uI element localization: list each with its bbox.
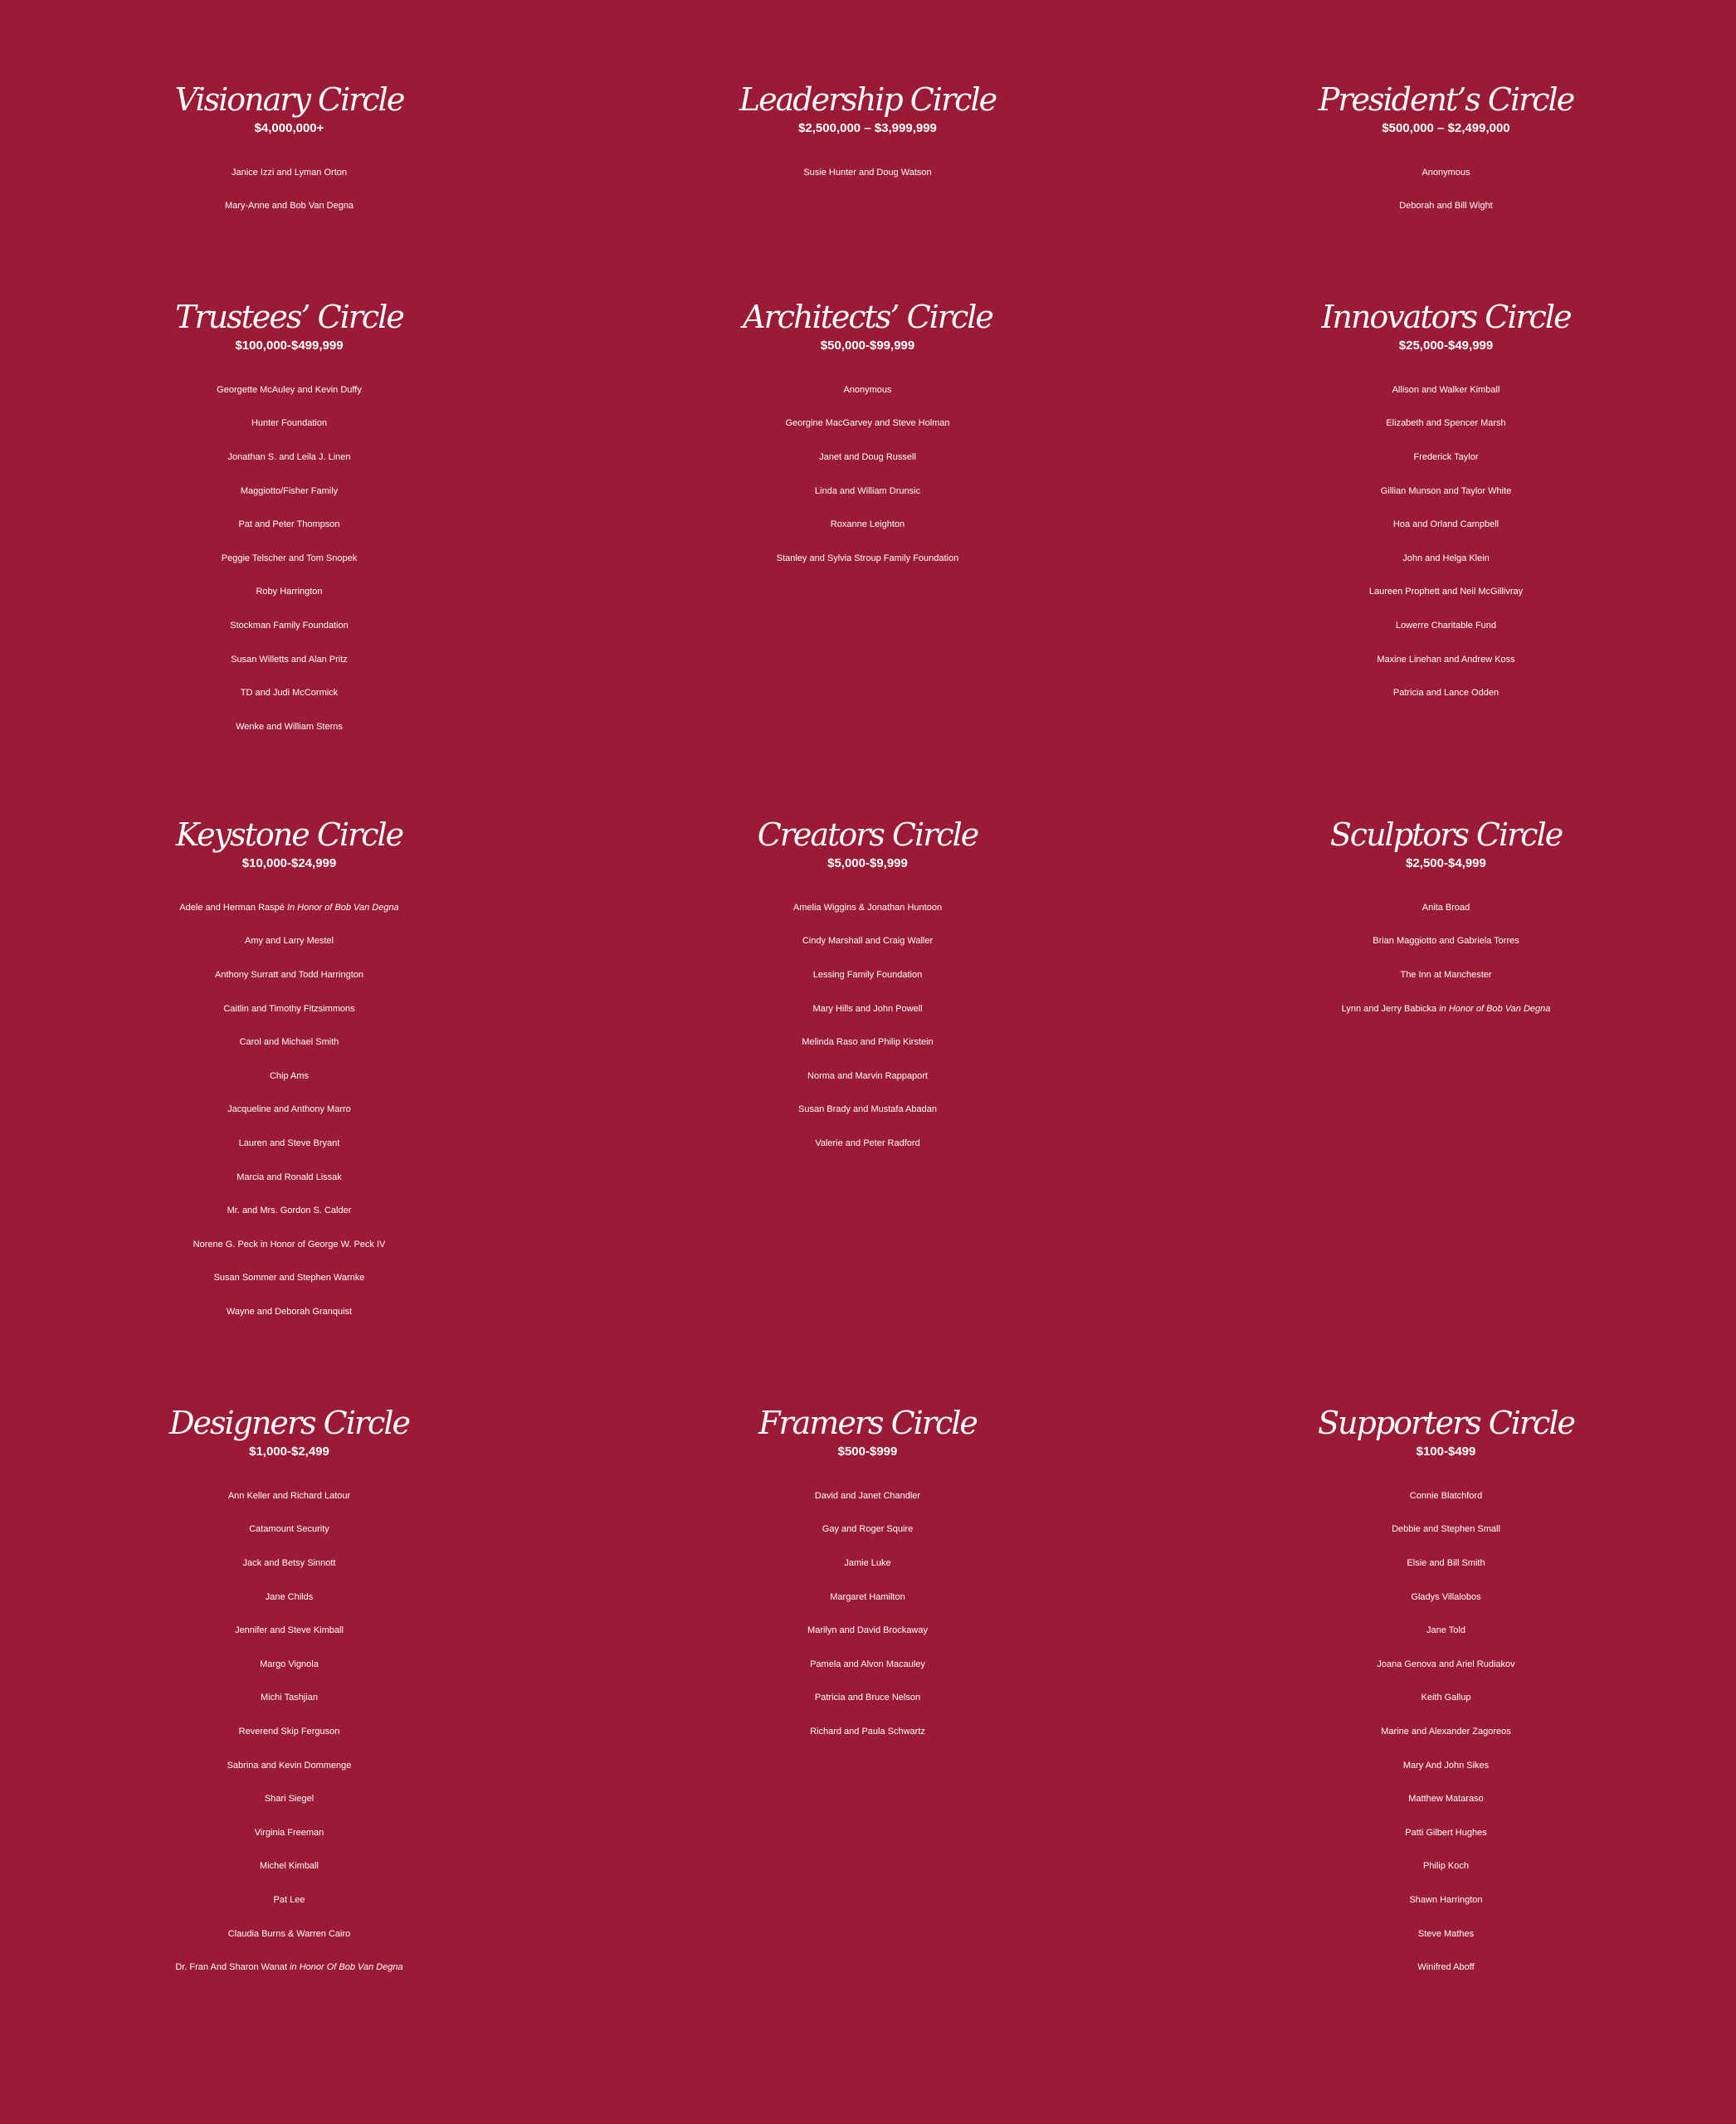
donor-name: Georgette McAuley and Kevin Duffy (217, 384, 362, 395)
donor-name: Brian Maggiotto and Gabriela Torres (1373, 936, 1519, 947)
donor-name: Stanley and Sylvia Stroup Family Foundation (776, 553, 959, 563)
donor-name: Georgine MacGarvey and Steve Holman (785, 418, 950, 429)
donor-name: Gladys Villalobos (1411, 1591, 1481, 1602)
circle-title: Trustees’ Circle (175, 299, 403, 335)
donor-entry (0, 1261, 578, 1295)
donor-name: Jonathan S. and Leila J. Linen (227, 451, 351, 462)
donor-name: Connie Blatchford (1409, 1490, 1483, 1501)
donor-entry (1157, 643, 1735, 677)
circle-framers (578, 1406, 1157, 1749)
donor-entry (578, 1479, 1157, 1513)
donor-entry (0, 609, 578, 643)
circle-title: Sculptors Circle (1329, 816, 1563, 853)
circle-gift-range: $4,000,000+ (254, 120, 324, 135)
circle-title: Innovators Circle (1321, 299, 1571, 335)
donor-entry (0, 958, 578, 992)
donor-entry (1157, 958, 1735, 992)
donor-name: Amelia Wiggins & Jonathan Huntoon (792, 902, 943, 913)
circle-gift-range: $2,500,000 – $3,999,999 (798, 120, 937, 135)
donor-name: Philip Koch (1422, 1861, 1470, 1872)
donor-name: Lynn and Jerry Babicka (1341, 1003, 1437, 1014)
donor-name: Wenke and William Sterns (236, 721, 343, 732)
donor-entry (0, 407, 578, 441)
donor-entry (1157, 373, 1735, 407)
donor-name: TD and Judi McCormick (240, 688, 339, 699)
donor-name: Janet and Doug Russell (819, 451, 916, 462)
donor-entry (0, 475, 578, 509)
donor-entry (0, 441, 578, 475)
donor-entry (0, 1816, 578, 1850)
donor-name: Susan Brady and Mustafa Abadan (798, 1104, 937, 1115)
donor-name: Michi Tashjian (261, 1693, 318, 1703)
donor-entry (0, 1513, 578, 1547)
donor-entry (578, 407, 1157, 441)
donor-name: Hoa and Orland Campbell (1392, 519, 1499, 530)
donor-entry (0, 508, 578, 542)
donor-entry (0, 924, 578, 958)
donor-name: Chip Ams (269, 1070, 310, 1081)
donor-list (578, 1479, 1157, 1749)
donor-entry (1157, 189, 1735, 223)
circle-gift-range: $25,000-$49,999 (1398, 338, 1494, 353)
circle-leadership (578, 83, 1157, 189)
donor-name: Norene G. Peck in Honor of George W. Peck IV (193, 1239, 386, 1250)
donor-entry (578, 924, 1157, 958)
donor-entry (0, 1127, 578, 1161)
donor-entry (0, 1025, 578, 1060)
donor-name: Jane Childs (265, 1591, 314, 1602)
donor-entry (1157, 1782, 1735, 1816)
donor-entry (1157, 407, 1735, 441)
donor-entry (1157, 542, 1735, 576)
circle-trustees (0, 300, 578, 743)
donor-entry (578, 1127, 1157, 1161)
donor-name: Catamount Security (249, 1524, 329, 1535)
donor-entry (0, 992, 578, 1026)
circle-title: Creators Circle (757, 816, 978, 853)
donor-entry (0, 1614, 578, 1648)
donor-entry (1157, 1648, 1735, 1682)
donor-entry (1157, 924, 1735, 958)
donor-name: Joana Genova and Ariel Rudiakov (1377, 1659, 1515, 1669)
donor-entry (578, 156, 1157, 190)
donor-entry (1157, 1883, 1735, 1917)
donor-entry (578, 1715, 1157, 1749)
circle-supporters (1157, 1406, 1735, 1985)
circle-gift-range: $2,500-$4,999 (1406, 855, 1486, 870)
donor-entry (0, 1648, 578, 1682)
donor-name: Margaret Hamilton (830, 1591, 905, 1602)
donor-name: Ann Keller and Richard Latour (227, 1490, 351, 1501)
donor-name: Norma and Marvin Rappaport (807, 1070, 928, 1081)
donor-name: Adele and Herman Raspé (179, 902, 285, 913)
donor-name: Jennifer and Steve Kimball (235, 1625, 344, 1636)
donor-name: Valerie and Peter Radford (815, 1138, 920, 1148)
donor-entry (0, 1681, 578, 1715)
donor-entry (1157, 1917, 1735, 1951)
donor-entry (0, 1060, 578, 1094)
donor-name: Gillian Munson and Taylor White (1380, 485, 1512, 496)
donor-name: Marine and Alexander Zagoreos (1381, 1726, 1511, 1737)
donor-name: Michel Kimball (260, 1861, 319, 1872)
donor-entry (0, 676, 578, 710)
donor-entry (578, 508, 1157, 542)
donor-name: Shawn Harrington (1409, 1894, 1483, 1905)
circle-sculptors (1157, 818, 1735, 1025)
donor-name: Anita Broad (1421, 902, 1470, 913)
donor-entry (1157, 1581, 1735, 1615)
donor-name: Lowerre Charitable Fund (1395, 620, 1497, 631)
donor-entry (578, 1093, 1157, 1127)
donor-entry (0, 1093, 578, 1127)
donor-entry (0, 156, 578, 190)
donor-entry (0, 1295, 578, 1329)
donor-entry (1157, 575, 1735, 609)
circle-creators (578, 818, 1157, 1161)
donor-name: Deborah and Bill Wight (1399, 201, 1493, 212)
donor-entry (0, 575, 578, 609)
donor-name: Pat and Peter Thompson (238, 519, 340, 530)
donor-name: Marcia and Ronald Lissak (237, 1172, 342, 1182)
donor-entry (0, 1161, 578, 1195)
donor-name: Virginia Freeman (254, 1827, 324, 1838)
donor-entry (1157, 1479, 1735, 1513)
donor-name: Patti Gilbert Hughes (1405, 1827, 1487, 1838)
donor-entry (1157, 1715, 1735, 1749)
donor-name: Steve Mathes (1417, 1928, 1475, 1939)
donor-entry (578, 475, 1157, 509)
donor-entry (578, 1025, 1157, 1060)
donor-name: Laureen Prophett and Neil McGillivray (1368, 587, 1524, 597)
donor-name: Susan Willetts and Alan Pritz (231, 654, 348, 665)
donor-entry (1157, 609, 1735, 643)
donor-name: Shari Siegel (264, 1794, 315, 1805)
circle-title: President’s Circle (1318, 81, 1574, 118)
donor-entry (578, 1614, 1157, 1648)
donor-list (578, 891, 1157, 1161)
circle-title: Visionary Circle (174, 81, 404, 118)
donor-entry (1157, 992, 1735, 1026)
donor-name: Patricia and Lance Odden (1392, 688, 1499, 699)
donor-name: John and Helga Klein (1402, 553, 1490, 563)
circle-gift-range: $100-$499 (1416, 1444, 1476, 1459)
donor-name: Pat Lee (273, 1894, 305, 1905)
donor-entry (578, 1648, 1157, 1682)
donor-name: Wayne and Deborah Granquist (226, 1306, 353, 1317)
donor-list (1157, 156, 1735, 223)
donor-name: Dr. Fran And Sharon Wanat (175, 1962, 288, 1973)
donor-list (578, 156, 1157, 190)
donor-name: Jane Told (1426, 1625, 1465, 1636)
donor-name: Maggiotto/Fisher Family (240, 485, 339, 496)
donor-entry (0, 1749, 578, 1783)
donor-entry (1157, 441, 1735, 475)
donor-list (1157, 891, 1735, 1025)
donor-name: Peggie Telscher and Tom Snopek (221, 553, 358, 563)
donor-name: Maxine Linehan and Andrew Koss (1377, 654, 1515, 665)
donor-entry (0, 1782, 578, 1816)
circle-presidents (1157, 83, 1735, 223)
donor-list (0, 156, 578, 223)
donor-name: Matthew Mataraso (1408, 1794, 1484, 1805)
circle-keystone (0, 818, 578, 1329)
donor-name: Mary Hills and John Powell (812, 1003, 923, 1014)
donor-name: Susie Hunter and Doug Watson (803, 167, 932, 178)
donor-name: Linda and William Drunsic (814, 485, 921, 496)
donor-entry (1157, 475, 1735, 509)
donor-name: Jamie Luke (844, 1557, 891, 1568)
donor-entry (0, 542, 578, 576)
donor-name: Janice Izzi and Lyman Orton (232, 167, 347, 178)
donor-name: Melinda Raso and Philip Kirstein (802, 1037, 934, 1048)
donor-entry (578, 542, 1157, 576)
donor-entry (0, 643, 578, 677)
circle-title: Supporters Circle (1317, 1405, 1575, 1441)
donor-entry (0, 189, 578, 223)
donor-entry (0, 710, 578, 744)
donor-honor-note: in Honor Of Bob Van Degna (290, 1962, 403, 1973)
donor-name: Jack and Betsy Sinnott (242, 1557, 336, 1568)
donor-entry (1157, 1681, 1735, 1715)
donor-entry (1157, 156, 1735, 190)
donor-entry (578, 1581, 1157, 1615)
donor-entry (0, 1194, 578, 1228)
donor-list (0, 1479, 578, 1985)
donor-list (0, 891, 578, 1329)
donor-entry (1157, 1816, 1735, 1850)
donor-entry (578, 891, 1157, 925)
donor-name: Roby Harrington (256, 587, 323, 597)
donor-entry (0, 1951, 578, 1985)
donor-list (0, 373, 578, 744)
donor-name: Debbie and Stephen Small (1392, 1524, 1500, 1535)
donor-entry (1157, 891, 1735, 925)
donor-honor-note: In Honor of Bob Van Degna (286, 902, 399, 913)
donor-name: Amy and Larry Mestel (245, 936, 334, 947)
donor-name: Anthony Surratt and Todd Harrington (215, 969, 363, 980)
donor-entry (1157, 1547, 1735, 1581)
donor-entry (0, 1715, 578, 1749)
donor-name: Susan Sommer and Stephen Warnke (213, 1273, 365, 1284)
circle-architects (578, 300, 1157, 575)
donor-entry (0, 373, 578, 407)
circle-gift-range: $5,000-$9,999 (827, 855, 908, 870)
donor-entry (0, 1547, 578, 1581)
donor-name: Frederick Taylor (1413, 451, 1479, 462)
circle-title: Designers Circle (169, 1405, 409, 1441)
donor-entry (1157, 1849, 1735, 1883)
donor-entry (578, 1060, 1157, 1094)
donor-name: Hunter Foundation (251, 418, 328, 429)
donor-name: Elsie and Bill Smith (1407, 1557, 1485, 1568)
circle-gift-range: $1,000-$2,499 (249, 1444, 329, 1459)
donor-entry (1157, 1614, 1735, 1648)
donor-name: Carol and Michael Smith (239, 1037, 339, 1048)
donor-entry (1157, 1513, 1735, 1547)
circle-title: Architects’ Circle (743, 299, 992, 335)
donor-name: Anonymous (843, 384, 892, 395)
circle-innovators (1157, 300, 1735, 710)
circle-gift-range: $500,000 – $2,499,000 (1382, 120, 1510, 135)
circle-gift-range: $500-$999 (837, 1444, 898, 1459)
circle-designers (0, 1406, 578, 1985)
donor-name: Roxanne Leighton (830, 519, 905, 530)
donor-entry (0, 1917, 578, 1951)
donor-entry (578, 1513, 1157, 1547)
circle-visionary (0, 83, 578, 223)
donor-name: Reverend Skip Ferguson (238, 1726, 340, 1737)
donor-name: Lessing Family Foundation (812, 969, 923, 980)
circle-title: Keystone Circle (175, 816, 403, 853)
donor-entry (0, 891, 578, 925)
circle-title: Framers Circle (758, 1405, 977, 1441)
donor-entry (578, 1547, 1157, 1581)
donor-name: The Inn at Manchester (1400, 969, 1492, 980)
donor-entry (0, 1479, 578, 1513)
donor-name: Pamela and Alvon Macauley (810, 1659, 925, 1669)
donor-name: Elizabeth and Spencer Marsh (1386, 418, 1506, 429)
circle-title: Leadership Circle (739, 81, 997, 118)
donor-entry (578, 992, 1157, 1026)
donor-name: Sabrina and Kevin Dommenge (227, 1760, 352, 1771)
donor-entry (0, 1883, 578, 1917)
donor-entry (1157, 1951, 1735, 1985)
donor-list (1157, 373, 1735, 710)
donor-name: Margo Vignola (260, 1659, 319, 1669)
donor-honor-note: in Honor of Bob Van Degna (1439, 1003, 1551, 1014)
circle-gift-range: $10,000-$24,999 (241, 855, 337, 870)
donor-name: Mary And John Sikes (1402, 1760, 1490, 1771)
donor-name: Anonymous (1421, 167, 1470, 178)
donor-name: Mary-Anne and Bob Van Degna (224, 201, 354, 212)
donor-name: Mr. and Mrs. Gordon S. Calder (227, 1206, 352, 1216)
donor-list (578, 373, 1157, 576)
donor-entry (0, 1849, 578, 1883)
donor-entry (578, 373, 1157, 407)
donor-name: Gay and Roger Squire (822, 1524, 914, 1535)
donor-entry (1157, 1749, 1735, 1783)
donor-list (1157, 1479, 1735, 1985)
donor-name: Marilyn and David Brockaway (807, 1625, 928, 1636)
donor-name: Jacqueline and Anthony Marro (227, 1104, 351, 1115)
donor-name: Lauren and Steve Bryant (238, 1138, 340, 1148)
circle-gift-range: $100,000-$499,999 (235, 338, 344, 353)
donor-entry (578, 1681, 1157, 1715)
donor-entry (0, 1228, 578, 1262)
circle-gift-range: $50,000-$99,999 (820, 338, 915, 353)
donor-name: Cindy Marshall and Craig Waller (802, 936, 934, 947)
donor-name: Allison and Walker Kimball (1392, 384, 1500, 395)
donor-name: Patricia and Bruce Nelson (814, 1693, 921, 1703)
donor-entry (578, 441, 1157, 475)
donor-entry (0, 1581, 578, 1615)
donor-name: Claudia Burns & Warren Cairo (227, 1928, 351, 1939)
donor-name: Stockman Family Foundation (230, 620, 349, 631)
donor-name: Keith Gallup (1421, 1693, 1471, 1703)
donor-entry (1157, 676, 1735, 710)
donor-name: Richard and Paula Schwartz (810, 1726, 925, 1737)
donor-entry (1157, 508, 1735, 542)
donor-name: David and Janet Chandler (814, 1490, 921, 1501)
donor-name: Winifred Aboff (1417, 1962, 1475, 1973)
donor-name: Caitlin and Timothy Fitzsimmons (223, 1003, 355, 1014)
donor-entry (578, 958, 1157, 992)
